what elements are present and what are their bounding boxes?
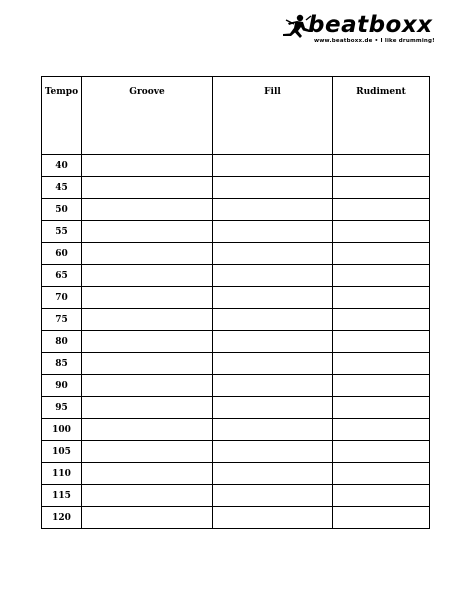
groove-cell[interactable]	[82, 463, 213, 485]
groove-cell[interactable]	[82, 177, 213, 199]
header-tempo: Tempo	[42, 77, 82, 155]
table-header-row	[42, 77, 430, 155]
fill-cell[interactable]	[213, 331, 333, 353]
tempo-cell: 90	[42, 375, 82, 397]
tempo-cell: 120	[42, 507, 82, 529]
groove-cell[interactable]	[82, 397, 213, 419]
table-body	[42, 155, 430, 529]
header-fill: Fill	[213, 77, 333, 155]
tempo-cell: 65	[42, 265, 82, 287]
rudiment-cell[interactable]	[333, 375, 430, 397]
tempo-cell: 55	[42, 221, 82, 243]
beatboxx-logo	[278, 12, 448, 46]
table-row	[42, 331, 430, 353]
groove-cell[interactable]	[82, 507, 213, 529]
fill-cell[interactable]	[213, 199, 333, 221]
table-row	[42, 463, 430, 485]
tempo-cell: 45	[42, 177, 82, 199]
fill-cell[interactable]	[213, 463, 333, 485]
tempo-cell: 115	[42, 485, 82, 507]
tempo-cell: 110	[42, 463, 82, 485]
groove-cell[interactable]	[82, 375, 213, 397]
fill-cell[interactable]	[213, 397, 333, 419]
fill-cell[interactable]	[213, 485, 333, 507]
table-row	[42, 353, 430, 375]
fill-cell[interactable]	[213, 177, 333, 199]
fill-cell[interactable]	[213, 287, 333, 309]
tempo-cell: 105	[42, 441, 82, 463]
groove-cell[interactable]	[82, 287, 213, 309]
table-row	[42, 419, 430, 441]
rudiment-cell[interactable]	[333, 331, 430, 353]
fill-cell[interactable]	[213, 265, 333, 287]
practice-log-table	[41, 76, 430, 529]
header-rudiment: Rudiment	[333, 77, 430, 155]
tempo-cell: 100	[42, 419, 82, 441]
logo-wordmark: beatboxx	[308, 12, 433, 38]
rudiment-cell[interactable]	[333, 309, 430, 331]
tempo-cell: 40	[42, 155, 82, 177]
groove-cell[interactable]	[82, 441, 213, 463]
fill-cell[interactable]	[213, 243, 333, 265]
groove-cell[interactable]	[82, 485, 213, 507]
rudiment-cell[interactable]	[333, 419, 430, 441]
rudiment-cell[interactable]	[333, 265, 430, 287]
table-row	[42, 309, 430, 331]
groove-cell[interactable]	[82, 353, 213, 375]
tempo-cell: 60	[42, 243, 82, 265]
logo-tagline: www.beatboxx.de • I like drumming!	[314, 38, 435, 44]
tempo-cell: 75	[42, 309, 82, 331]
rudiment-cell[interactable]	[333, 243, 430, 265]
tempo-cell: 70	[42, 287, 82, 309]
rudiment-cell[interactable]	[333, 199, 430, 221]
header-groove: Groove	[82, 77, 213, 155]
table-row	[42, 397, 430, 419]
rudiment-cell[interactable]	[333, 397, 430, 419]
fill-cell[interactable]	[213, 353, 333, 375]
table-row	[42, 441, 430, 463]
tempo-cell: 50	[42, 199, 82, 221]
fill-cell[interactable]	[213, 221, 333, 243]
fill-cell[interactable]	[213, 309, 333, 331]
rudiment-cell[interactable]	[333, 353, 430, 375]
table-row	[42, 243, 430, 265]
rudiment-cell[interactable]	[333, 441, 430, 463]
rudiment-cell[interactable]	[333, 177, 430, 199]
fill-cell[interactable]	[213, 375, 333, 397]
tempo-cell: 80	[42, 331, 82, 353]
table-row	[42, 177, 430, 199]
tempo-cell: 85	[42, 353, 82, 375]
tempo-cell: 95	[42, 397, 82, 419]
rudiment-cell[interactable]	[333, 155, 430, 177]
groove-cell[interactable]	[82, 155, 213, 177]
fill-cell[interactable]	[213, 441, 333, 463]
groove-cell[interactable]	[82, 265, 213, 287]
groove-cell[interactable]	[82, 419, 213, 441]
fill-cell[interactable]	[213, 155, 333, 177]
table-row	[42, 199, 430, 221]
table-row	[42, 265, 430, 287]
groove-cell[interactable]	[82, 243, 213, 265]
table-row	[42, 485, 430, 507]
rudiment-cell[interactable]	[333, 463, 430, 485]
groove-cell[interactable]	[82, 331, 213, 353]
groove-cell[interactable]	[82, 221, 213, 243]
fill-cell[interactable]	[213, 419, 333, 441]
groove-cell[interactable]	[82, 199, 213, 221]
table-row	[42, 507, 430, 529]
table-row	[42, 155, 430, 177]
table-row	[42, 375, 430, 397]
rudiment-cell[interactable]	[333, 221, 430, 243]
groove-cell[interactable]	[82, 309, 213, 331]
table-row	[42, 221, 430, 243]
fill-cell[interactable]	[213, 507, 333, 529]
table-row	[42, 287, 430, 309]
rudiment-cell[interactable]	[333, 485, 430, 507]
rudiment-cell[interactable]	[333, 287, 430, 309]
rudiment-cell[interactable]	[333, 507, 430, 529]
